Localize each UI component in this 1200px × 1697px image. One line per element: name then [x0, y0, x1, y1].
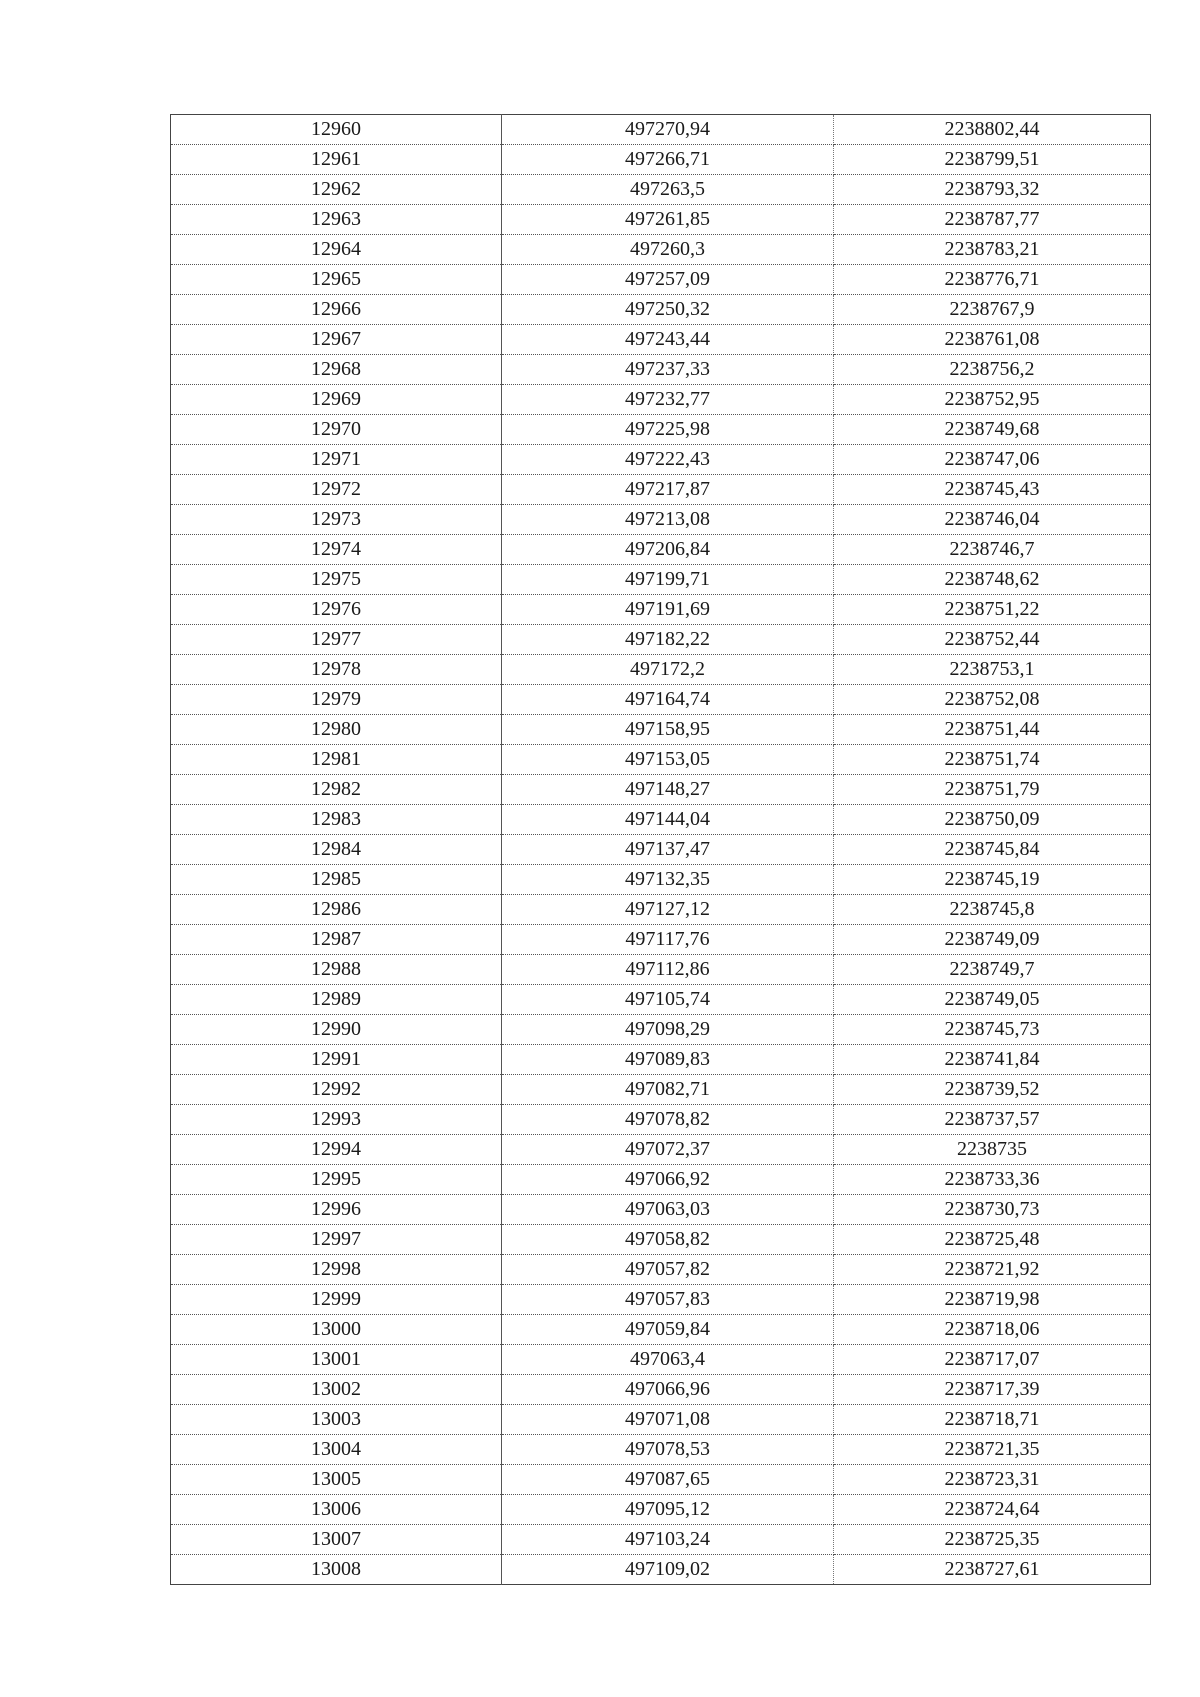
table-row — [171, 295, 1151, 325]
x-coordinate-cell: 497132,35 — [502, 865, 834, 895]
point-number-cell: 12993 — [171, 1105, 502, 1135]
x-coordinate-cell: 497095,12 — [502, 1495, 834, 1525]
x-coordinate-cell: 497144,04 — [502, 805, 834, 835]
point-number-cell: 12988 — [171, 955, 502, 985]
y-coordinate-cell: 2238723,31 — [834, 1465, 1151, 1495]
point-number-cell: 12967 — [171, 325, 502, 355]
x-coordinate-cell: 497148,27 — [502, 775, 834, 805]
x-coordinate-cell: 497217,87 — [502, 475, 834, 505]
y-coordinate-cell: 2238719,98 — [834, 1285, 1151, 1315]
x-coordinate-cell: 497182,22 — [502, 625, 834, 655]
x-coordinate-cell: 497109,02 — [502, 1555, 834, 1585]
point-number-cell: 12989 — [171, 985, 502, 1015]
point-number-cell: 12960 — [171, 115, 502, 145]
y-coordinate-cell: 2238725,48 — [834, 1225, 1151, 1255]
table-row — [171, 385, 1151, 415]
table-row — [171, 925, 1151, 955]
point-number-cell: 12994 — [171, 1135, 502, 1165]
point-number-cell: 12963 — [171, 205, 502, 235]
x-coordinate-cell: 497250,32 — [502, 295, 834, 325]
point-number-cell: 12965 — [171, 265, 502, 295]
table-row — [171, 415, 1151, 445]
point-number-cell: 12973 — [171, 505, 502, 535]
x-coordinate-cell: 497153,05 — [502, 745, 834, 775]
y-coordinate-cell: 2238724,64 — [834, 1495, 1151, 1525]
point-number-cell: 12961 — [171, 145, 502, 175]
table-row — [171, 1015, 1151, 1045]
y-coordinate-cell: 2238752,08 — [834, 685, 1151, 715]
x-coordinate-cell: 497063,4 — [502, 1345, 834, 1375]
point-number-cell: 13005 — [171, 1465, 502, 1495]
y-coordinate-cell: 2238741,84 — [834, 1045, 1151, 1075]
y-coordinate-cell: 2238745,43 — [834, 475, 1151, 505]
table-row — [171, 1375, 1151, 1405]
point-number-cell: 12981 — [171, 745, 502, 775]
y-coordinate-cell: 2238735 — [834, 1135, 1151, 1165]
y-coordinate-cell: 2238749,05 — [834, 985, 1151, 1015]
x-coordinate-cell: 497260,3 — [502, 235, 834, 265]
point-number-cell: 12992 — [171, 1075, 502, 1105]
y-coordinate-cell: 2238752,44 — [834, 625, 1151, 655]
table-row — [171, 1555, 1151, 1585]
coordinates-table-body — [171, 115, 1151, 1585]
y-coordinate-cell: 2238745,19 — [834, 865, 1151, 895]
x-coordinate-cell: 497078,53 — [502, 1435, 834, 1465]
table-row — [171, 775, 1151, 805]
x-coordinate-cell: 497158,95 — [502, 715, 834, 745]
y-coordinate-cell: 2238721,92 — [834, 1255, 1151, 1285]
point-number-cell: 13001 — [171, 1345, 502, 1375]
x-coordinate-cell: 497103,24 — [502, 1525, 834, 1555]
y-coordinate-cell: 2238750,09 — [834, 805, 1151, 835]
table-row — [171, 835, 1151, 865]
x-coordinate-cell: 497117,76 — [502, 925, 834, 955]
y-coordinate-cell: 2238753,1 — [834, 655, 1151, 685]
point-number-cell: 12986 — [171, 895, 502, 925]
x-coordinate-cell: 497066,92 — [502, 1165, 834, 1195]
x-coordinate-cell: 497237,33 — [502, 355, 834, 385]
y-coordinate-cell: 2238746,04 — [834, 505, 1151, 535]
table-row — [171, 1345, 1151, 1375]
table-row — [171, 535, 1151, 565]
point-number-cell: 12996 — [171, 1195, 502, 1225]
y-coordinate-cell: 2238730,73 — [834, 1195, 1151, 1225]
table-row — [171, 685, 1151, 715]
x-coordinate-cell: 497066,96 — [502, 1375, 834, 1405]
table-row — [171, 955, 1151, 985]
y-coordinate-cell: 2238745,8 — [834, 895, 1151, 925]
table-row — [171, 1075, 1151, 1105]
table-row — [171, 895, 1151, 925]
x-coordinate-cell: 497071,08 — [502, 1405, 834, 1435]
point-number-cell: 13006 — [171, 1495, 502, 1525]
y-coordinate-cell: 2238767,9 — [834, 295, 1151, 325]
table-row — [171, 1285, 1151, 1315]
table-row — [171, 115, 1151, 145]
table-row — [171, 1105, 1151, 1135]
table-row — [171, 445, 1151, 475]
table-row — [171, 625, 1151, 655]
point-number-cell: 12980 — [171, 715, 502, 745]
x-coordinate-cell: 497257,09 — [502, 265, 834, 295]
table-row — [171, 565, 1151, 595]
table-row — [171, 595, 1151, 625]
point-number-cell: 12977 — [171, 625, 502, 655]
x-coordinate-cell: 497243,44 — [502, 325, 834, 355]
point-number-cell: 13003 — [171, 1405, 502, 1435]
point-number-cell: 12990 — [171, 1015, 502, 1045]
table-row — [171, 355, 1151, 385]
point-number-cell: 12972 — [171, 475, 502, 505]
y-coordinate-cell: 2238746,7 — [834, 535, 1151, 565]
table-row — [171, 865, 1151, 895]
x-coordinate-cell: 497072,37 — [502, 1135, 834, 1165]
table-row — [171, 985, 1151, 1015]
x-coordinate-cell: 497057,83 — [502, 1285, 834, 1315]
x-coordinate-cell: 497222,43 — [502, 445, 834, 475]
x-coordinate-cell: 497057,82 — [502, 1255, 834, 1285]
table-row — [171, 655, 1151, 685]
y-coordinate-cell: 2238751,44 — [834, 715, 1151, 745]
y-coordinate-cell: 2238747,06 — [834, 445, 1151, 475]
x-coordinate-cell: 497206,84 — [502, 535, 834, 565]
x-coordinate-cell: 497059,84 — [502, 1315, 834, 1345]
table-row — [171, 1045, 1151, 1075]
x-coordinate-cell: 497078,82 — [502, 1105, 834, 1135]
table-row — [171, 235, 1151, 265]
y-coordinate-cell: 2238737,57 — [834, 1105, 1151, 1135]
table-row — [171, 715, 1151, 745]
x-coordinate-cell: 497232,77 — [502, 385, 834, 415]
point-number-cell: 12971 — [171, 445, 502, 475]
y-coordinate-cell: 2238739,52 — [834, 1075, 1151, 1105]
point-number-cell: 12987 — [171, 925, 502, 955]
table-row — [171, 265, 1151, 295]
y-coordinate-cell: 2238745,73 — [834, 1015, 1151, 1045]
point-number-cell: 12966 — [171, 295, 502, 325]
table-row — [171, 505, 1151, 535]
table-row — [171, 1225, 1151, 1255]
point-number-cell: 12979 — [171, 685, 502, 715]
y-coordinate-cell: 2238725,35 — [834, 1525, 1151, 1555]
y-coordinate-cell: 2238751,22 — [834, 595, 1151, 625]
x-coordinate-cell: 497058,82 — [502, 1225, 834, 1255]
y-coordinate-cell: 2238756,2 — [834, 355, 1151, 385]
point-number-cell: 12970 — [171, 415, 502, 445]
point-number-cell: 13004 — [171, 1435, 502, 1465]
point-number-cell: 12995 — [171, 1165, 502, 1195]
table-row — [171, 805, 1151, 835]
point-number-cell: 12991 — [171, 1045, 502, 1075]
table-row — [171, 1405, 1151, 1435]
point-number-cell: 13007 — [171, 1525, 502, 1555]
y-coordinate-cell: 2238787,77 — [834, 205, 1151, 235]
x-coordinate-cell: 497261,85 — [502, 205, 834, 235]
y-coordinate-cell: 2238751,74 — [834, 745, 1151, 775]
table-row — [171, 1195, 1151, 1225]
table-row — [171, 1255, 1151, 1285]
y-coordinate-cell: 2238751,79 — [834, 775, 1151, 805]
x-coordinate-cell: 497127,12 — [502, 895, 834, 925]
point-number-cell: 12976 — [171, 595, 502, 625]
table-row — [171, 1465, 1151, 1495]
point-number-cell: 12968 — [171, 355, 502, 385]
point-number-cell: 12984 — [171, 835, 502, 865]
table-row — [171, 175, 1151, 205]
point-number-cell: 12969 — [171, 385, 502, 415]
y-coordinate-cell: 2238776,71 — [834, 265, 1151, 295]
x-coordinate-cell: 497172,2 — [502, 655, 834, 685]
x-coordinate-cell: 497263,5 — [502, 175, 834, 205]
x-coordinate-cell: 497112,86 — [502, 955, 834, 985]
x-coordinate-cell: 497105,74 — [502, 985, 834, 1015]
x-coordinate-cell: 497089,83 — [502, 1045, 834, 1075]
x-coordinate-cell: 497098,29 — [502, 1015, 834, 1045]
point-number-cell: 12964 — [171, 235, 502, 265]
point-number-cell: 12978 — [171, 655, 502, 685]
coordinates-table — [170, 114, 1151, 1585]
y-coordinate-cell: 2238793,32 — [834, 175, 1151, 205]
x-coordinate-cell: 497087,65 — [502, 1465, 834, 1495]
x-coordinate-cell: 497063,03 — [502, 1195, 834, 1225]
x-coordinate-cell: 497191,69 — [502, 595, 834, 625]
y-coordinate-cell: 2238718,71 — [834, 1405, 1151, 1435]
table-row — [171, 145, 1151, 175]
y-coordinate-cell: 2238799,51 — [834, 145, 1151, 175]
table-row — [171, 325, 1151, 355]
point-number-cell: 12985 — [171, 865, 502, 895]
point-number-cell: 12983 — [171, 805, 502, 835]
point-number-cell: 12999 — [171, 1285, 502, 1315]
x-coordinate-cell: 497225,98 — [502, 415, 834, 445]
table-row — [171, 1435, 1151, 1465]
y-coordinate-cell: 2238727,61 — [944, 1558, 1040, 1580]
x-coordinate-cell: 497266,71 — [502, 145, 834, 175]
point-number-cell: 13000 — [171, 1315, 502, 1345]
table-row — [171, 1315, 1151, 1345]
y-coordinate-cell: 2238761,08 — [834, 325, 1151, 355]
y-coordinate-cell: 2238749,09 — [834, 925, 1151, 955]
table-row — [171, 1165, 1151, 1195]
y-coordinate-cell: 2238748,62 — [834, 565, 1151, 595]
y-coordinate-cell: 2238749,68 — [834, 415, 1151, 445]
table-row — [171, 1525, 1151, 1555]
x-coordinate-cell: 497270,94 — [502, 115, 834, 145]
x-coordinate-cell: 497082,71 — [502, 1075, 834, 1105]
x-coordinate-cell: 497137,47 — [502, 835, 834, 865]
y-coordinate-cell: 2238717,39 — [834, 1375, 1151, 1405]
y-coordinate-cell: 2238733,36 — [834, 1165, 1151, 1195]
point-number-cell: 12982 — [171, 775, 502, 805]
y-coordinate-cell: 2238717,07 — [834, 1345, 1151, 1375]
point-number-cell: 12975 — [171, 565, 502, 595]
point-number-cell: 13008 — [171, 1555, 502, 1585]
y-coordinate-cell: 2238749,7 — [834, 955, 1151, 985]
y-coordinate-cell: 2238783,21 — [834, 235, 1151, 265]
x-coordinate-cell: 497213,08 — [502, 505, 834, 535]
point-number-cell: 12997 — [171, 1225, 502, 1255]
y-coordinate-cell: 2238802,44 — [834, 115, 1151, 145]
table-row — [171, 745, 1151, 775]
point-number-cell: 12962 — [171, 175, 502, 205]
y-coordinate-cell: 2238745,84 — [834, 835, 1151, 865]
y-coordinate-cell: 2238721,35 — [834, 1435, 1151, 1465]
table-row — [171, 1135, 1151, 1165]
point-number-cell: 13002 — [171, 1375, 502, 1405]
table-row — [171, 475, 1151, 505]
point-number-cell: 12974 — [171, 535, 502, 565]
y-coordinate-cell: 2238752,95 — [834, 385, 1151, 415]
point-number-cell: 12998 — [171, 1255, 502, 1285]
x-coordinate-cell: 497164,74 — [502, 685, 834, 715]
x-coordinate-cell: 497199,71 — [502, 565, 834, 595]
y-coordinate-cell: 2238718,06 — [834, 1315, 1151, 1345]
table-row — [171, 1495, 1151, 1525]
table-row — [171, 205, 1151, 235]
